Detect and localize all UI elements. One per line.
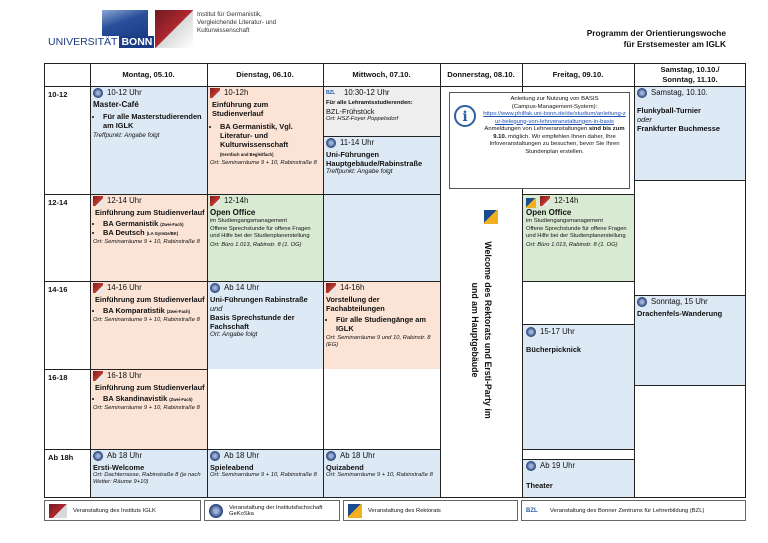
fachschaft-seal-icon [637,297,647,307]
fachschaft-seal-icon [210,283,220,293]
header-friday: Freitag, 09.10. [552,70,604,79]
time-label-10-12: 10-12 [48,90,68,99]
time-label-14-16: 14-16 [48,285,68,294]
event-einfuehrung-germanistik: 12-14 Uhr Einführung zum Studienverlauf • BA Germanistik (Zwei-Fach) • BA Deutsch (LA GymGe/BK) Ort: Seminarräume 9 + 10, Rabinstraße 8 [93,196,205,246]
event-einfuehrung-skandinavistik: 16-18 Uhr Einführung zum Studienverlauf • BA Skandinavistik (Zwei-Fach) Ort: Seminarräume 9 + 10, Rabinstraße 8 [93,371,205,412]
legend-fachschaft: Veranstaltung der Institutsfachschaft GeKoSka [204,500,340,521]
iglk-logo-icon [210,88,220,98]
fachschaft-seal-icon [526,327,536,337]
event-ersti-welcome: Ab 18 Uhr Ersti-Welcome Ort: Dachterrasse, Rabinstraße 8 (je nach Wetter: Räume 9+10) [93,451,201,486]
basis-info-box [449,92,630,189]
basis-guide-link[interactable]: https://www.philfak.uni-bonn.de/de/studium/anleitung-zur-belegung-von-lehrveranstaltungen-in-basis [483,111,626,125]
time-label-16-18: 16-18 [48,373,68,382]
legend-bzl: BZL Veranstaltung des Bonner Zentrums für Lehrerbildung (BZL) [521,500,746,521]
iglk-logo-icon [540,196,550,206]
event-quizabend: Ab 18 Uhr Quizabend Ort: Seminarräume 9 + 10, Rabinstraße 8 [326,451,433,479]
event-welcome-rektorat: Welcome des Rektorats und Ersti-Party im und am Hauptgebäude [470,241,493,419]
info-text: Anmeldungen von Lehrveranstaltungen sind bis zum 9.10. möglich. Wir empfehlen Ihnen daher, Ihre Infoveranstaltungen zu besuchen, bevor Sie Ihren Stundenplan erstellen. [484,126,625,155]
event-einfuehrung-ba-germanistik: 10-12h Einführung zum Studienverlauf • BA Germanistik, Vgl. Literatur- und Kulturwissenschaft (Kernfach und Begleitfach) Ort: Seminarräume 9 + 10, Rabinstraße 8 [210,88,321,167]
institute-name: Institut für Germanistik, Vergleichende Literatur- und Kulturwissenschaft [197,11,277,35]
event-open-office-tue: 12-14h Open Office im Studiengangsmanagement Offene Sprechstunde für offene Fragen und Hilfe bei der Studienplanerstellung Ort: Büro 1.013, Rabinstr. 8 (1. OG) [210,196,311,249]
event-vorstellung-fachabteilungen: 14-16h Vorstellung der Fachabteilungen • Für alle Studiengänge am IGLK Ort: Seminarräume 9 und 10, Rabinstr. 8 (EG) [326,283,438,350]
iglk-logo-icon [93,371,103,381]
header-monday: Montag, 05.10. [122,70,175,79]
event-open-office-fri: 12-14h Open Office im Studiengangsmanagement Offene Sprechstunde für offene Fragen und Hilfe bei der Studienplanerstellung Ort: Büro 1.013, Rabinstr. 8 (1. OG) [526,196,627,249]
header-thursday: Donnerstag, 08.10. [447,70,515,79]
fachschaft-seal-icon [637,88,647,98]
iglk-logo-icon [155,10,193,48]
event-flunkyball: Samstag, 10.10. Flunkyball-Turnier oder Frankfurter Buchmesse [637,88,720,134]
rektorat-icon [484,210,498,224]
iglk-logo-icon [93,196,103,206]
event-uni-fuehrungen-tue: Ab 14 Uhr Uni-Führungen Rabinstraße und Basis Sprechstunde der Fachschaft Ort: Angabe folgt [210,283,308,339]
header-wednesday: Mittwoch, 07.10. [352,70,411,79]
info-line1: Anleitung zur Nutzung von BASIS [510,96,599,102]
iglk-logo-icon [49,504,67,518]
fachschaft-seal-icon [93,451,103,461]
uni-wordmark: UNIVERSITÄT BONN [48,36,153,48]
info-line2: (Campus-Management-System): [511,103,598,110]
fachschaft-seal-icon [326,451,336,461]
event-einfuehrung-komparatistik: 14-16 Uhr Einführung zum Studienverlauf • BA Komparatistik (Zwei-Fach) Ort: Seminarräume 9 + 10, Rabinstraße 8 [93,283,205,324]
fachschaft-seal-icon [526,461,536,471]
rektorat-icon [348,504,362,518]
header-tuesday: Dienstag, 06.10. [236,70,294,79]
uni-logo [48,10,153,48]
event-theater: Ab 19 Uhr Theater [526,461,576,490]
event-bzl-fruehstueck: BZL 10:30-12 Uhr Für alle Lehramtsstudierenden: BZL-Frühstück Ort: HSZ-Foyer Poppelsdorf [326,88,413,123]
header-weekend: Samstag, 10.10./ Sonntag, 11.10. [660,65,720,84]
fachschaft-seal-icon [209,504,223,518]
page-title: Programm der Orientierungswoche für Erstsemester am IGLK [586,28,726,50]
event-buecherpicknick: 15-17 Uhr Bücherpicknick [526,327,582,354]
iglk-logo-icon [210,196,220,206]
iglk-logo-icon [93,283,103,293]
fachschaft-seal-icon [326,138,336,148]
fachschaft-seal-icon [210,451,220,461]
time-label-12-14: 12-14 [48,198,68,207]
event-drachenfels: Sonntag, 15 Uhr Drachenfels-Wanderung [637,297,723,318]
legend-rektorat: Veranstaltung des Rektorats [343,500,518,521]
uni-logo-stripes [102,10,148,36]
event-master-cafe: 10-12 Uhr Master-Café • Für alle Masterstudierenden am IGLK Treffpunkt: Angabe folgt [93,88,205,140]
event-spieleabend: Ab 18 Uhr Spieleabend Ort: Seminarräume 9 + 10, Rabinstraße 8 [210,451,317,479]
event-uni-fuehrungen-wed: 11-14 Uhr Uni-Führungen Hauptgebäude/Rabinstraße Treffpunkt: Angabe folgt [326,138,423,176]
bzl-icon: BZL [526,507,538,514]
info-icon: i [454,105,476,127]
time-label-ab-18: Ab 18h [48,453,74,462]
bzl-icon: BZL [326,90,336,96]
fachschaft-seal-icon [93,88,103,98]
iglk-logo-icon [326,283,336,293]
legend-iglk: Veranstaltung des Instituts IGLK [44,500,201,521]
